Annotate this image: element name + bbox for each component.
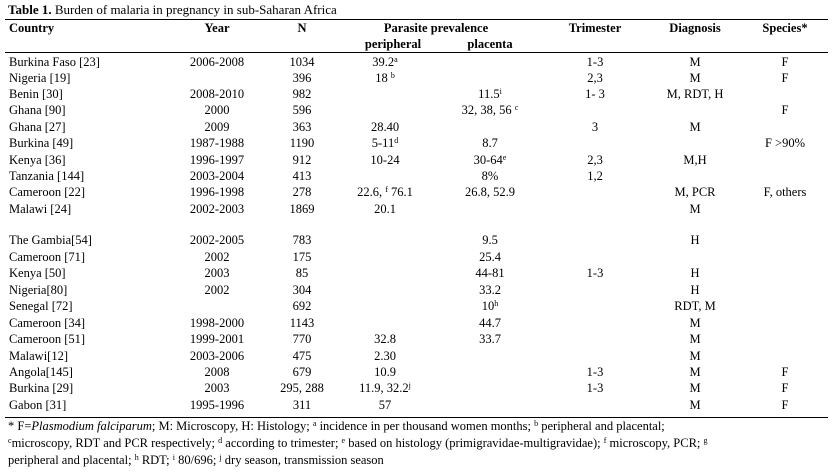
cell-diagnosis: M <box>689 120 701 134</box>
cell-country: Ghana [90] <box>9 103 66 117</box>
cell-n: 175 <box>292 250 312 264</box>
cell-placenta: 32, 38, 56 $^c$ <box>461 103 519 117</box>
cell-diagnosis: RDT, M <box>674 299 716 313</box>
cell-diagnosis: M <box>689 398 701 412</box>
caption-text: Burden of malaria in pregnancy in sub-Saharan Africa <box>51 2 337 17</box>
header-peripheral: peripheral <box>364 37 422 51</box>
cell-year: 1995-1996 <box>189 398 245 412</box>
cell-trimester: 1-3 <box>586 266 604 280</box>
cell-country: Senegal [72] <box>9 299 73 313</box>
cell-n: 85 <box>295 266 309 280</box>
cell-n: 1143 <box>289 316 315 330</box>
cell-placenta: 33.2 <box>479 283 501 297</box>
cell-n: 295, 288 <box>280 381 324 395</box>
bottom-rule <box>5 417 828 418</box>
cell-country: Gabon [31] <box>9 398 67 412</box>
cell-peripheral: 20.1 <box>374 202 396 216</box>
cell-peripheral: 32.8 <box>374 332 396 346</box>
cell-year: 1998-2000 <box>189 316 245 330</box>
cell-peripheral: 18 $^b$ <box>375 71 395 85</box>
cell-peripheral: 10.9 <box>374 365 396 379</box>
cell-trimester: 1-3 <box>586 365 604 379</box>
cell-n: 1869 <box>289 202 315 216</box>
cell-n: 396 <box>292 71 312 85</box>
caption-label: Table 1. <box>8 2 52 17</box>
cell-country: Cameroon [22] <box>9 185 86 199</box>
cell-country: Malawi[12] <box>9 349 69 363</box>
header-species: Species* <box>762 21 808 35</box>
cell-n: 912 <box>292 153 312 167</box>
footnote-line-1: * F=Plasmodium falciparum; M: Microscopy, H: Histology; $^a$ incidence in per thousand women months; $^b$ peripheral and placental; <box>8 419 665 433</box>
cell-trimester: 1- 3 <box>585 87 605 101</box>
cell-year: 2003 <box>204 381 230 395</box>
cell-species: F <box>781 381 789 395</box>
header-rule <box>5 52 828 53</box>
cell-n: 679 <box>292 365 312 379</box>
cell-placenta: 11.5$^i$ <box>478 87 502 101</box>
cell-year: 2002 <box>204 283 230 297</box>
cell-species: F <box>781 365 789 379</box>
cell-diagnosis: H <box>690 283 700 297</box>
cell-country: Nigeria[80] <box>9 283 68 297</box>
cell-country: Burkina [49] <box>9 136 74 150</box>
cell-year: 1999-2001 <box>189 332 245 346</box>
cell-peripheral: 10-24 <box>370 153 400 167</box>
cell-placenta: 8.7 <box>482 136 498 150</box>
cell-species: F <box>781 398 789 412</box>
cell-country: Kenya [50] <box>9 266 66 280</box>
cell-year: 2006-2008 <box>189 55 245 69</box>
header-year: Year <box>204 21 230 35</box>
cell-placenta: 8% <box>481 169 499 183</box>
cell-trimester: 2,3 <box>587 153 603 167</box>
cell-n: 783 <box>292 233 312 247</box>
cell-peripheral: 2.30 <box>374 349 396 363</box>
cell-species: F <box>781 103 789 117</box>
cell-peripheral: 5-11$^d$ <box>371 136 399 150</box>
cell-peripheral: 28.40 <box>370 120 400 134</box>
cell-n: 692 <box>292 299 312 313</box>
cell-year: 2000 <box>204 103 230 117</box>
header-n: N <box>297 21 307 35</box>
cell-country: Burkina [29] <box>9 381 74 395</box>
cell-species: F <box>781 55 789 69</box>
footnote-line-2: $^c$microscopy, RDT and PCR respectively; $^d$ according to trimester; $^e$ based on histology (primigravidae-multigravidae); $^f$ microscopy, PCR; $^g$ <box>8 436 708 450</box>
cell-country: Burkina Faso [23] <box>9 55 100 69</box>
cell-country: Nigeria [19] <box>9 71 71 85</box>
cell-n: 770 <box>292 332 312 346</box>
cell-placenta: 30-64e <box>473 153 507 167</box>
cell-n: 596 <box>292 103 312 117</box>
cell-diagnosis: H <box>690 266 700 280</box>
cell-country: Tanzania [144] <box>9 169 85 183</box>
cell-year: 2003 <box>204 266 230 280</box>
cell-country: The Gambia[54] <box>9 233 92 247</box>
cell-placenta: 26.8, 52.9 <box>465 185 515 199</box>
cell-placenta: 25.4 <box>479 250 501 264</box>
cell-diagnosis: M <box>689 365 701 379</box>
cell-placenta: 44-81 <box>475 266 505 280</box>
cell-country: Cameroon [51] <box>9 332 86 346</box>
top-rule <box>5 19 828 20</box>
cell-trimester: 2,3 <box>587 71 603 85</box>
cell-trimester: 1,2 <box>587 169 603 183</box>
header-placenta: placenta <box>467 37 513 51</box>
cell-year: 2008 <box>204 365 230 379</box>
header-parasite-prevalence: Parasite prevalence <box>383 21 489 35</box>
cell-species: F <box>781 71 789 85</box>
cell-country: Malawi [24] <box>9 202 72 216</box>
cell-n: 278 <box>292 185 312 199</box>
cell-diagnosis: M <box>689 71 701 85</box>
cell-n: 1034 <box>289 55 315 69</box>
cell-diagnosis: M,H <box>683 153 707 167</box>
cell-n: 413 <box>292 169 312 183</box>
cell-n: 475 <box>292 349 312 363</box>
cell-year: 2002-2005 <box>189 233 245 247</box>
header-diagnosis: Diagnosis <box>669 21 721 35</box>
cell-year: 1987-1988 <box>189 136 245 150</box>
cell-country: Cameroon [34] <box>9 316 86 330</box>
cell-trimester: 1-3 <box>586 381 604 395</box>
header-trimester: Trimester <box>568 21 622 35</box>
cell-country: Cameroon [71] <box>9 250 86 264</box>
cell-peripheral: 11.9, 32.2$^j$ <box>359 381 411 395</box>
cell-placenta: 44.7 <box>479 316 501 330</box>
cell-diagnosis: H <box>690 233 700 247</box>
cell-trimester: 3 <box>591 120 599 134</box>
cell-country: Angola[145] <box>9 365 73 379</box>
cell-species: F >90% <box>764 136 806 150</box>
cell-n: 363 <box>292 120 312 134</box>
cell-trimester: 1-3 <box>586 55 604 69</box>
cell-n: 311 <box>292 398 312 412</box>
cell-diagnosis: M <box>689 332 701 346</box>
cell-n: 982 <box>292 87 312 101</box>
cell-year: 2009 <box>204 120 230 134</box>
cell-placenta: 9.5 <box>482 233 498 247</box>
cell-peripheral: 39.2$^a$ <box>372 55 398 69</box>
cell-species: F, others <box>763 185 807 199</box>
cell-year: 2002 <box>204 250 230 264</box>
cell-peripheral: 22.6, $^f$ 76.1 <box>357 185 413 199</box>
cell-diagnosis: M, PCR <box>674 185 716 199</box>
cell-peripheral: 57 <box>378 398 392 412</box>
cell-diagnosis: M <box>689 316 701 330</box>
footnote-line-3: peripheral and placental; $^h$ RDT; $^i$ 80/696; $^j$ dry season, transmission season <box>8 453 384 467</box>
cell-country: Kenya [36] <box>9 153 66 167</box>
cell-diagnosis: M, RDT, H <box>666 87 724 101</box>
cell-year: 2008-2010 <box>189 87 245 101</box>
header-country: Country <box>9 21 55 35</box>
cell-year: 2003-2004 <box>189 169 245 183</box>
cell-diagnosis: M <box>689 381 701 395</box>
cell-n: 304 <box>292 283 312 297</box>
cell-diagnosis: M <box>689 349 701 363</box>
cell-year: 1996-1998 <box>189 185 245 199</box>
cell-diagnosis: M <box>689 202 701 216</box>
cell-diagnosis: M <box>689 55 701 69</box>
cell-year: 1996-1997 <box>189 153 245 167</box>
cell-year: 2002-2003 <box>189 202 245 216</box>
cell-placenta: 33.7 <box>479 332 501 346</box>
cell-n: 1190 <box>289 136 315 150</box>
table-caption <box>8 3 337 16</box>
cell-year: 2003-2006 <box>189 349 245 363</box>
cell-placenta: 10$^h$ <box>481 299 499 313</box>
cell-country: Ghana [27] <box>9 120 66 134</box>
cell-country: Benin [30] <box>9 87 63 101</box>
